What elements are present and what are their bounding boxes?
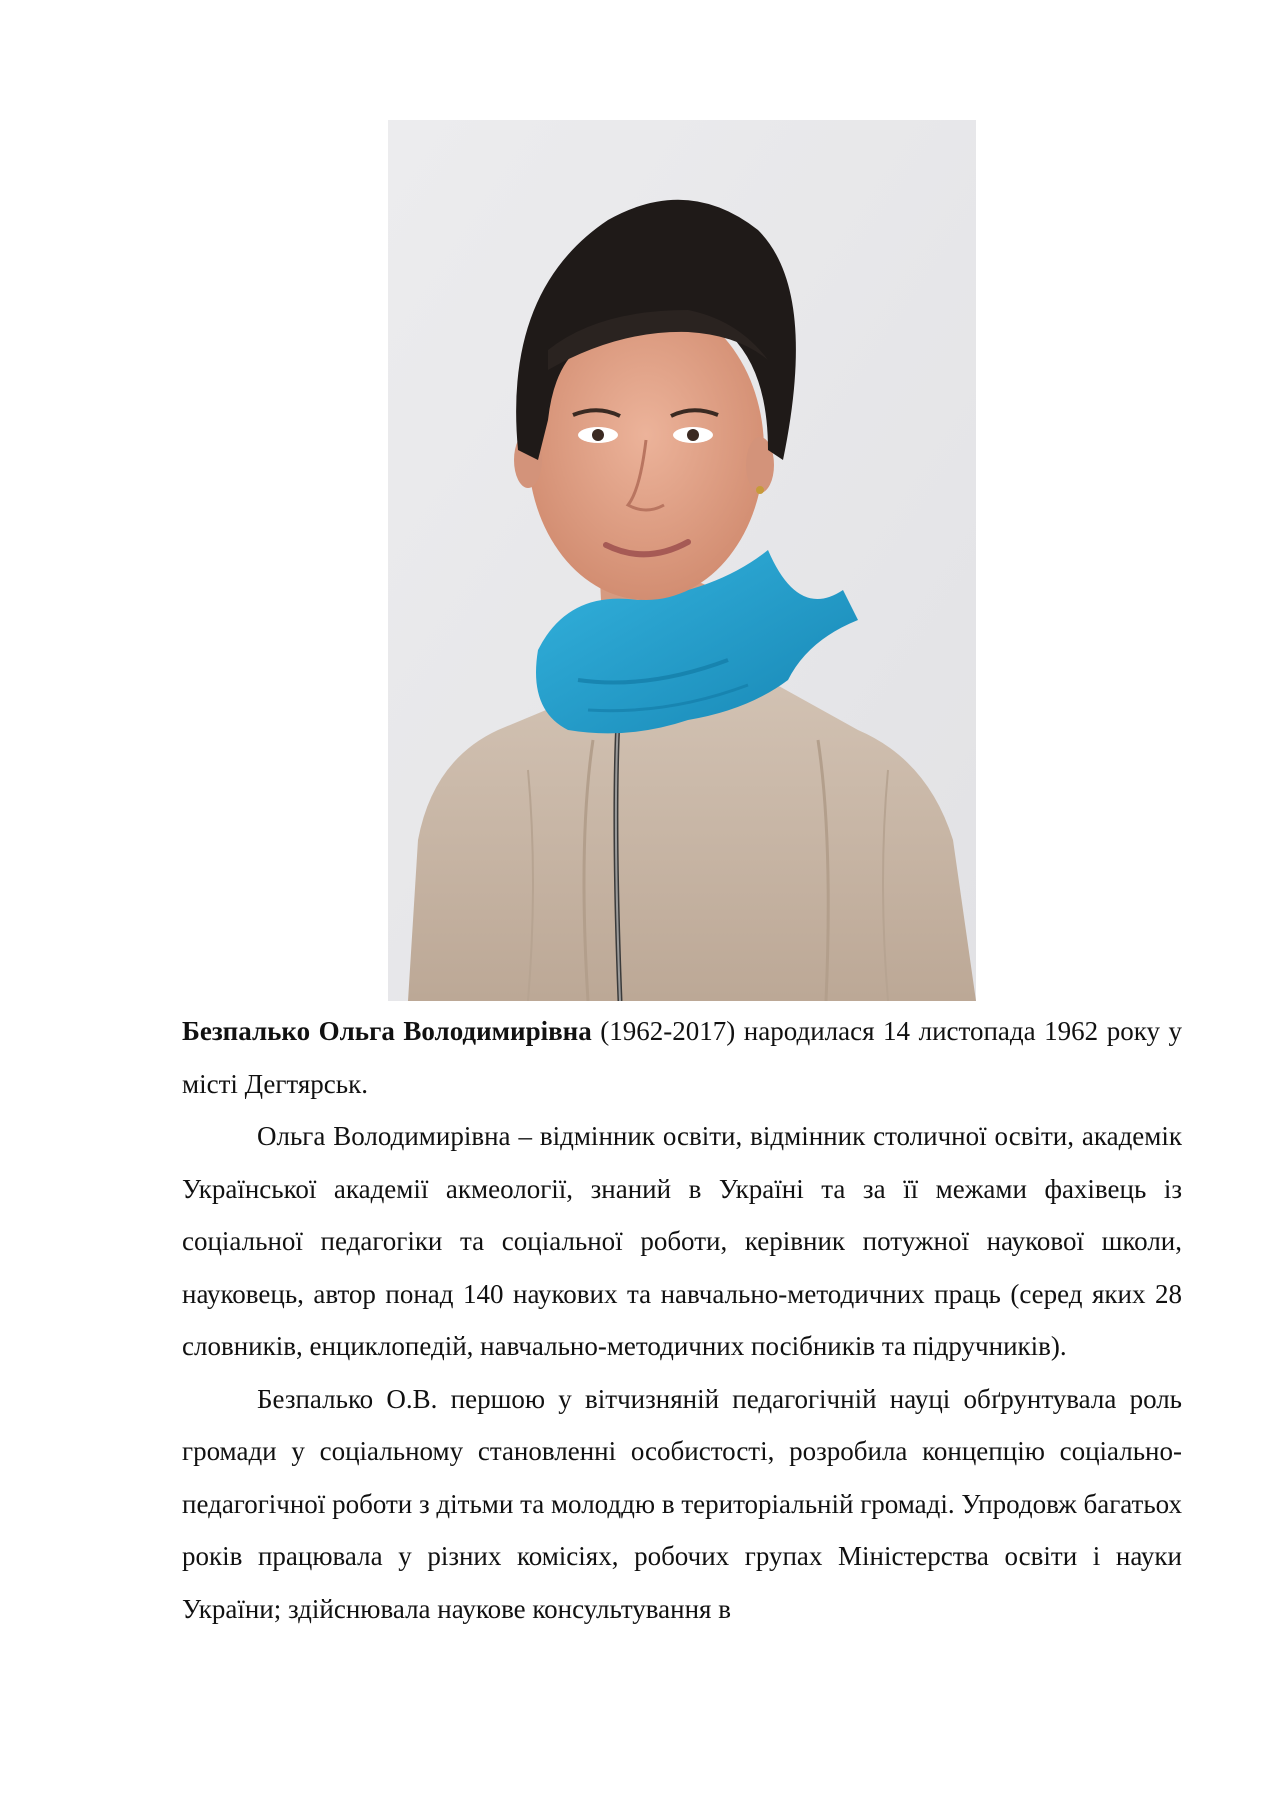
person-name: Безпалько Ольга Володимирівна [182,1016,592,1046]
bio-intro-paragraph [182,1005,1182,1110]
bio-paragraph-3: Безпалько О.В. першою у вітчизняній педагогічній науці обґрунтувала роль громади у соціальному становленні особистості, розробила концепцію соціально-педагогічної роботи з дітьми та молоддю в територіальній громаді. Упродовж багатьох років працювала у різних комісіях, робочих групах Міністерства освіти і науки України; здійснювала наукове консультування в [182,1383,1182,1624]
bio-paragraph-2: Ольга Володимирівна – відмінник освіти, відмінник столичної освіти, академік Української академії акмеології, знаний в Україні та за її межами фахівець із соціальної педагогіки та соціальної роботи, керівник потужної наукової школи, науковець, автор понад 140 наукових та навчально-методичних праць (серед яких 28 словників, енциклопедій, навчально-методичних посібників та підручників). [182,1121,1182,1361]
biography-text [182,1005,1182,1635]
bio-intro-text: (1962-2017) народилася 14 листопада 1962 року у місті Дегтярськ. [182,1016,1182,1099]
portrait-photo [388,120,976,1001]
